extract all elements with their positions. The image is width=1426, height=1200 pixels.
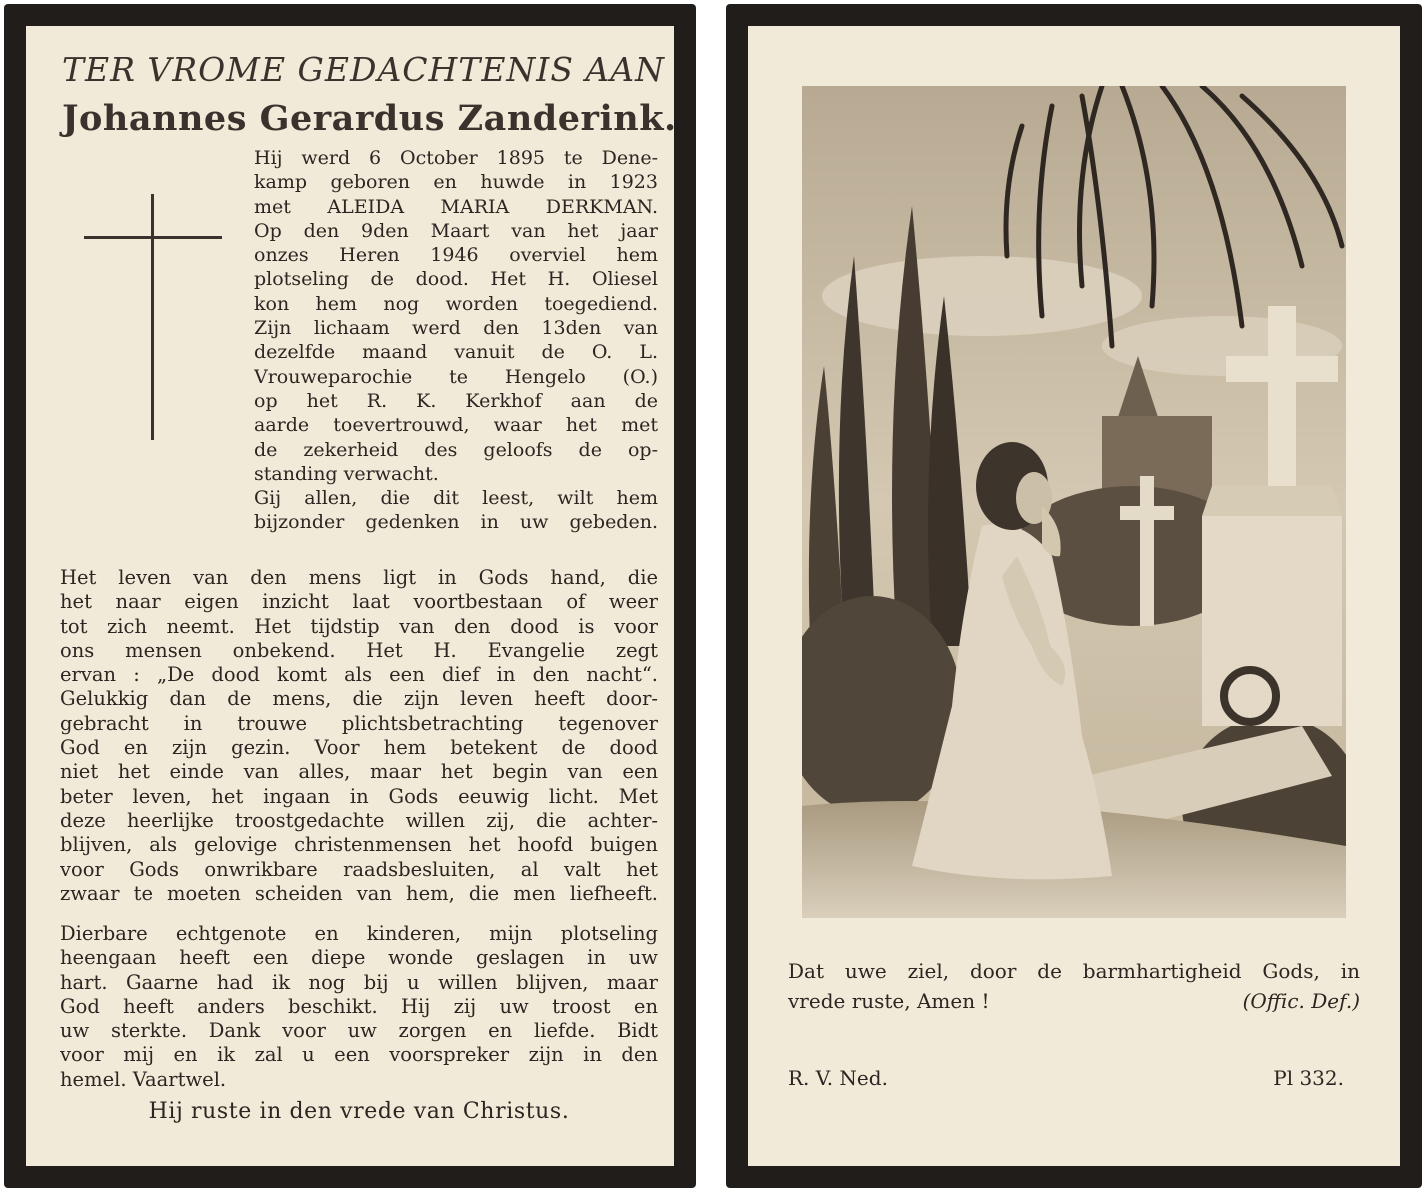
memorial-card-image-side — [726, 4, 1422, 1188]
devotional-picture — [802, 86, 1346, 918]
deceased-name: Johannes Gerardus Zanderink. — [62, 98, 677, 139]
reflection-paragraph — [60, 566, 658, 906]
paragraph-line: Het leven van den mens ligt in Gods hand, die — [60, 566, 658, 589]
paragraph-line: blijven, als gelovige christenmensen het hoofd buigen — [60, 833, 658, 857]
paragraph-line: ons mensen onbekend. Het H. Evangelie zegt — [60, 638, 658, 662]
biography — [254, 146, 658, 535]
bio-line: dezelfde maand vanuit de O. L. — [254, 341, 658, 364]
bio-line: standing verwacht. — [254, 462, 439, 485]
memorial-card-text-side — [4, 4, 696, 1188]
bio-line: Zijn lichaam werd den 13den van — [254, 317, 658, 340]
paragraph-line: het naar eigen inzicht laat voortbestaan of weer — [60, 590, 658, 614]
bio-line: de zekerheid des geloofs de op- — [254, 438, 658, 461]
bio-line: Vrouweparochie te Hengelo (O.) — [254, 365, 658, 388]
paragraph-line: hart. Gaarne had ik nog bij u willen blijven, maar — [60, 970, 658, 994]
paragraph-line: ervan : „De dood komt als een dief in den nacht“. — [60, 663, 658, 687]
paragraph-line: voor mij en ik zal u een voorspreker zijn in den — [60, 1043, 658, 1067]
paragraph-line: heengaan heeft een diepe wonde geslagen in uw — [60, 946, 658, 970]
farewell-paragraph — [60, 922, 658, 1092]
prayer-ending: vrede ruste, Amen ! — [788, 989, 990, 1013]
paragraph-line: God en zijn gezin. Voor hem betekent de dood — [60, 736, 658, 760]
prayer-line-1: Dat uwe ziel, door de barmhartigheid Gods, in — [788, 959, 1360, 983]
prayer-line-2 — [788, 986, 1360, 1016]
paragraph-line: voor Gods onwrikbare raadsbesluiten, al valt het — [60, 857, 658, 881]
paragraph-line: Gelukkig dan de mens, die zijn leven heeft door- — [60, 687, 658, 711]
bio-line: kon hem nog worden toegediend. — [254, 292, 658, 315]
bio-line: Op den 9den Maart van het jaar — [254, 219, 658, 242]
paragraph-line: hemel. Vaartwel. — [60, 1067, 227, 1091]
paragraph-line: zwaar te moeten scheiden van hem, die men liefheeft. — [60, 881, 658, 905]
bio-line: aarde toevertrouwd, waar het met — [254, 414, 658, 437]
bio-line: kamp geboren en huwde in 1923 — [254, 171, 658, 194]
prayer-text — [788, 956, 1360, 1016]
paragraph-line: tot zich neemt. Het tijdstip van den dood is voor — [60, 614, 658, 638]
paragraph-line: beter leven, het ingaan in Gods eeuwig licht. Met — [60, 784, 658, 808]
bio-line: Hij werd 6 October 1895 te Dene- — [254, 147, 658, 169]
kneeling-woman-at-grave-illustration — [802, 86, 1346, 918]
closing-line: Hij ruste in den vrede van Christus. — [148, 1099, 570, 1124]
bio-line: bijzonder gedenken in uw gebeden. — [254, 511, 658, 534]
paragraph-line: deze heerlijke troostgedachte willen zij, die achter- — [60, 808, 658, 832]
plate-number: Pl 332. — [1273, 1066, 1344, 1090]
card-paper — [748, 26, 1400, 1166]
paragraph-line: Dierbare echtgenote en kinderen, mijn plotseling — [60, 922, 658, 945]
card-heading: TER VROME GEDACHTENIS AAN — [62, 50, 665, 89]
publisher-mark: R. V. Ned. — [788, 1066, 888, 1090]
bio-line: onzes Heren 1946 overviel hem — [254, 244, 658, 267]
card-paper — [26, 26, 677, 1166]
bio-line: plotseling de dood. Het H. Oliesel — [254, 268, 658, 291]
paragraph-line: God heeft anders beschikt. Hij zij uw troost en — [60, 994, 658, 1018]
bio-line: op het R. K. Kerkhof aan de — [254, 389, 658, 412]
bio-line: Gij allen, die dit leest, wilt hem — [254, 487, 658, 510]
paragraph-line: gebracht in trouwe plichtsbetrachting tegenover — [60, 711, 658, 735]
paragraph-line: uw sterkte. Dank voor uw zorgen en liefde. Bidt — [60, 1019, 658, 1043]
prayer-source: (Offic. Def.) — [1242, 989, 1360, 1013]
cross-icon — [84, 194, 222, 440]
bio-line: met ALEIDA MARIA DERKMAN. — [254, 195, 658, 218]
paragraph-line: niet het einde van alles, maar het begin van een — [60, 760, 658, 784]
